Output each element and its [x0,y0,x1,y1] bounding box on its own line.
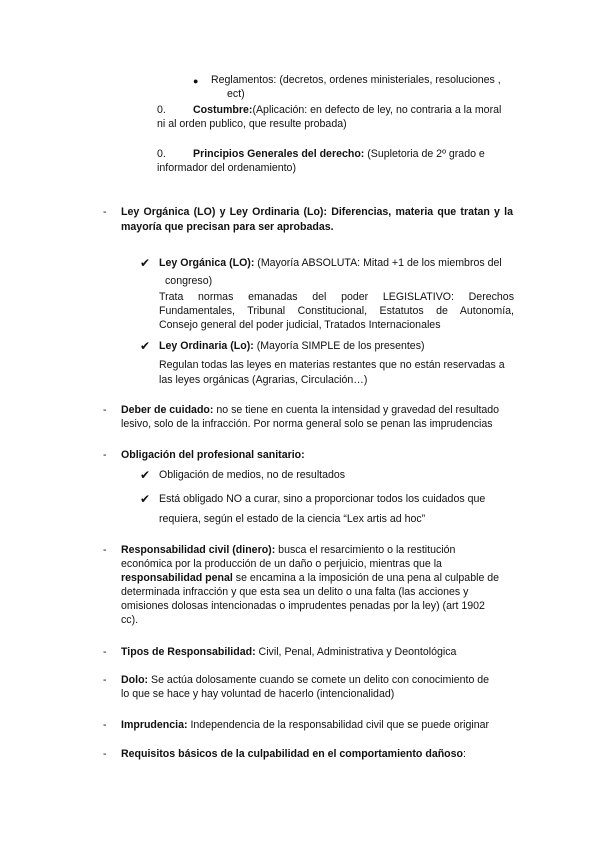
obligacion-item1: Obligación de medios, no de resultados [159,469,346,481]
lo-line1: Ley Orgánica (LO): (Mayoría ABSOLUTA: Mitad +1 de los miembros del [159,257,502,269]
imprudencia-line: Imprudencia: Independencia de la responsabilidad civil que se puede originar [121,719,490,731]
principios-line1: Principios Generales del derecho: (Supletoria de 2º grado e [193,148,485,160]
tipos-label: Tipos de Responsabilidad: [121,646,256,658]
resp-civil-line1: Responsabilidad civil (dinero): busca el resarcimiento o la restitución [121,544,456,556]
costumbre-line2: ni al orden publico, que resulte probada) [157,118,347,130]
principios-number: 0. [157,148,166,160]
reglamentos-label: Reglamentos: [211,74,277,86]
deber-label: Deber de cuidado: [121,404,214,416]
resp-civil-label: Responsabilidad civil (dinero): [121,544,276,556]
tipos-line: Tipos de Responsabilidad: Civil, Penal, Administrativa y Deontológica [121,646,457,658]
costumbre-label: Costumbre: [193,104,253,116]
ley-heading-line1: Ley Orgánica (LO) y Ley Ordinaria (Lo): Diferencias, materia que tratan y la [121,206,513,218]
dolo-line2: lo que se hace y hay voluntad de hacerlo (intencionalidad) [121,688,395,700]
check-icon: ✔ [140,256,151,270]
lo-body-line3: Consejo general del poder judicial, Tratados Internacionales [159,319,441,331]
reglamentos-line1: Reglamentos: (decretos, ordenes ministeriales, resoluciones , [211,74,501,86]
lord-label: Ley Ordinaria (Lo): [159,340,254,352]
dash-bullet: - [103,206,107,218]
lo-body-line2: Fundamentales, Tribunal Constitucional, Estatutos de Autonomía, [159,305,514,317]
reglamentos-line2: ect) [227,88,245,100]
bullet-icon: ● [193,76,199,86]
resp-civil-line4: determinada infracción y que esta sea un delito o una falta (las acciones y [121,586,469,598]
obligacion-item2-line2: requiera, según el estado de la ciencia “Lex artis ad hoc” [159,513,426,525]
resp-civil-line6: cc). [121,614,139,626]
imprudencia-label: Imprudencia: [121,719,188,731]
check-icon: ✔ [140,339,151,353]
lord-line1: Ley Ordinaria (Lo): (Mayoría SIMPLE de los presentes) [159,340,425,352]
check-icon: ✔ [140,468,151,482]
deber-line1: Deber de cuidado: no se tiene en cuenta la intensidad y gravedad del resultado [121,404,500,416]
lord-body-line1: Regulan todas las leyes en materias restantes que no están reservadas a [159,359,505,371]
dolo-label: Dolo: [121,674,149,686]
lord-body-line2: las leyes orgánicas (Agrarias, Circulación…) [159,374,368,386]
dash-bullet: - [103,748,107,760]
resp-civil-line3: responsabilidad penal se encamina a la imposición de una pena al culpable de [121,572,500,584]
dash-bullet: - [103,674,107,686]
resp-civil-line2: económica por la producción de un daño o perjuicio, mientras que la [121,558,442,570]
lo-label: Ley Orgánica (LO): [159,257,255,269]
lo-body-line1: Trata normas emanadas del poder LEGISLATIVO: Derechos [159,291,514,303]
costumbre-line1: Costumbre:(Aplicación: en defecto de ley, no contraria a la moral [193,104,502,116]
obligacion-item2-line1: Está obligado NO a curar, sino a proporcionar todos los cuidados que [159,493,486,505]
check-icon: ✔ [140,492,151,506]
costumbre-number: 0. [157,104,166,116]
dash-bullet: - [103,449,107,461]
dash-bullet: - [103,404,107,416]
principios-label: Principios Generales del derecho: [193,148,365,160]
dash-bullet: - [103,646,107,658]
resp-penal-label: responsabilidad penal [121,572,233,584]
requisitos-label: Requisitos básicos de la culpabilidad en el comportamiento dañoso [121,748,464,760]
obligacion-label: Obligación del profesional sanitario: [121,449,305,461]
requisitos-line: Requisitos básicos de la culpabilidad en el comportamiento dañoso: [121,748,466,760]
resp-civil-line5: omisiones dolosas intencionadas o imprudentes penadas por la ley) (art 1902 [121,600,485,612]
dash-bullet: - [103,719,107,731]
ley-heading-line2: mayoría que precisan para ser aprobadas. [121,221,334,233]
deber-line2: lesivo, solo de la infracción. Por norma general solo se penan las imprudencias [121,418,493,430]
lo-line2: congreso) [165,275,213,287]
dolo-line1: Dolo: Se actúa dolosamente cuando se comete un delito con conocimiento de [121,674,490,686]
principios-line2: informador del ordenamiento) [157,162,296,174]
dash-bullet: - [103,544,107,556]
